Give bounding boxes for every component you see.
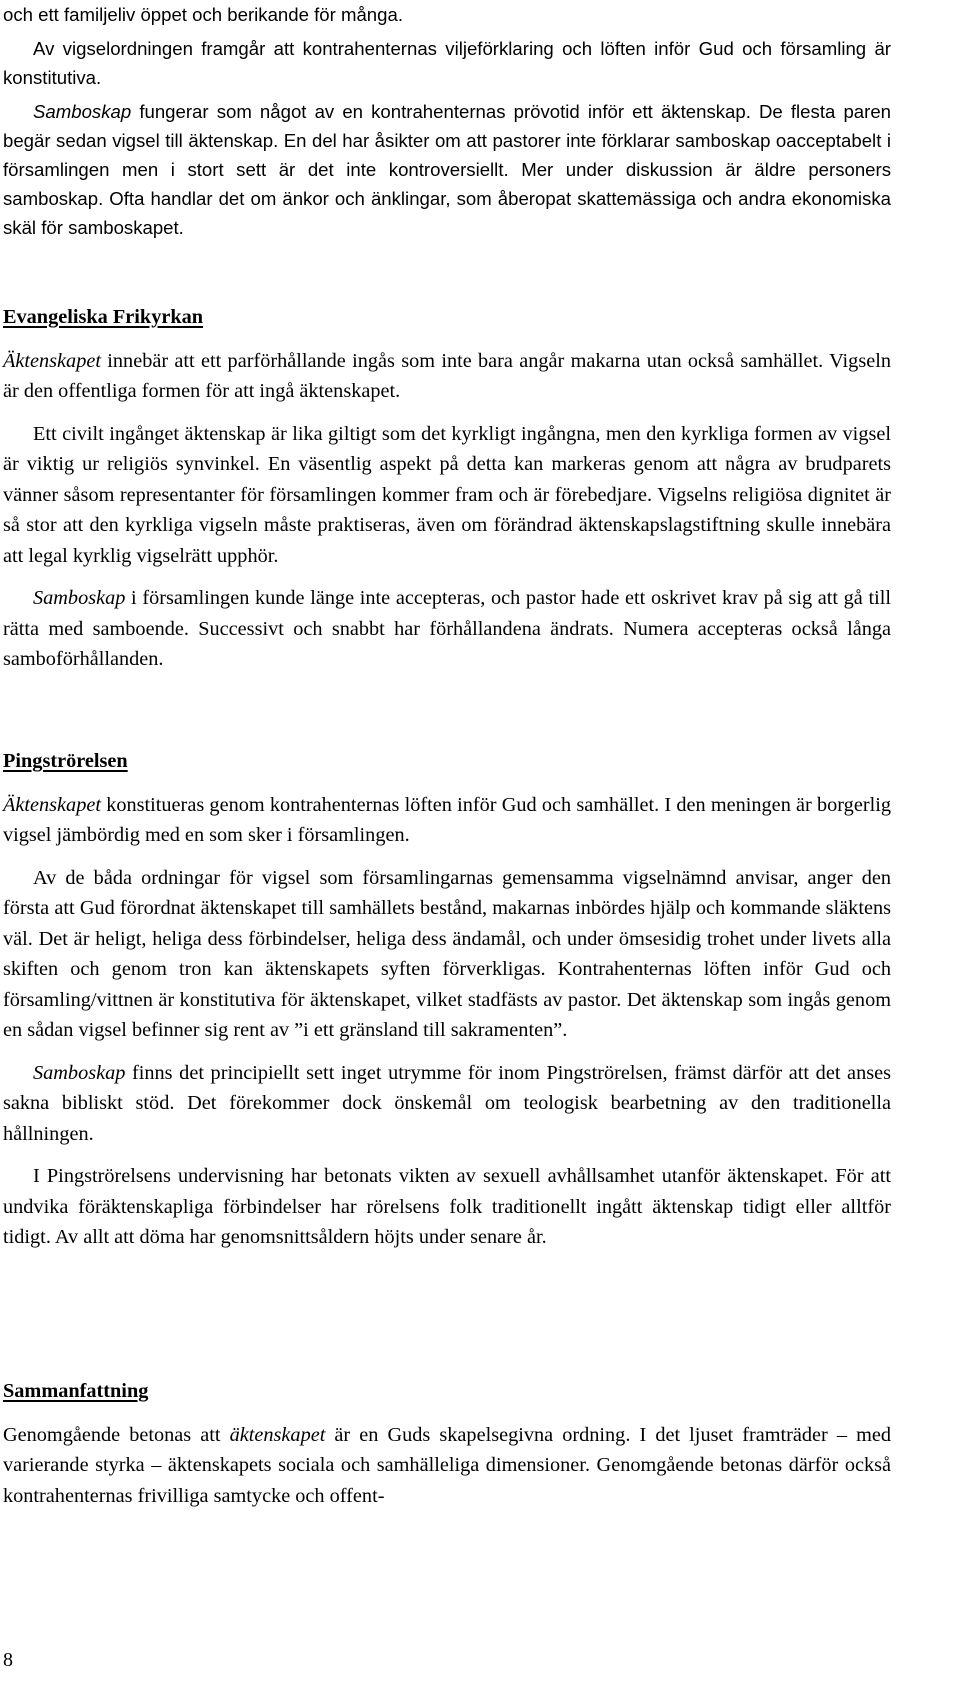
evangeliska-paragraph-2: Ett civilt ingånget äktenskap är lika giltigt som det kyrkligt ingångna, men den kyrkliga formen av vigsel är viktig ur religiös synvinkel. En väsentlig aspekt på detta kan markeras genom att några av brudparets vänner såsom representanter för församlingen kommer fram och är förebedjare. Vigselns religiösa dignitet är så stor att den kyrkliga vigseln måste praktiseras, även om förändrad äktenskapslagstiftning skulle innebära att legal kyrklig vigselrätt upphör. (3, 422, 891, 567)
term-samboskap: Samboskap (33, 1061, 126, 1084)
intro-paragraph-3-text: fungerar som något av en kontrahenternas prövotid inför ett äktenskap. De flesta paren begär sedan vigsel till äktenskap. En del har åsikter om att pastorer inte förklarar samboskap oacceptabelt i församlingen men i stort sett är det inte kontroversiellt. Mer under diskussion är äldre personers samboskap. Ofta handlar det om änkor och änklingar, som åberopat skattemässiga och andra ekonomiska skäl för samboskapet. (3, 101, 891, 238)
term-aktenskapet: Äktenskapet (3, 349, 101, 372)
sammanfattning-section (3, 1376, 891, 1511)
evangeliska-paragraph-3-text: i församlingen kunde länge inte accepteras, och pastor hade ett oskrivet krav på sig att gå till rätta med samboende. Successivt och snabbt har förhållandena ändrats. Numera accepteras också långa samboförhållanden. (3, 587, 891, 670)
sammanfattning-paragraph-1-lead: Genomgående betonas att (3, 1423, 230, 1446)
section-heading-pingst: Pingströrelsen (3, 750, 128, 772)
pingst-paragraph-4: I Pingströrelsens undervisning har betonats vikten av sexuell avhållsamhet utanför äktenskapet. För att undvika föräktenskapliga förbindelser har rörelsens folk traditionellt ingått äktenskap tidigt eller alltför tidigt. Av allt att döma har genomsnittsåldern höjts under senare år. (3, 1165, 891, 1248)
pingst-paragraph-2: Av de båda ordningar för vigsel som församlingarnas gemensamma vigselnämnd anvisar, anger den första att Gud förordnat äktenskapet till samhällets bestånd, makarnas inbördes hjälp och kommande släktens väl. Det är heligt, heliga dess förbindelser, heliga dess ändamål, och under ömsesidig trohet under livets alla skiften och genom tron kan äktenskapets syften förverkligas. Kontrahenternas löften inför Gud och församling/vittnen är konstitutiva för äktenskapet, vilket stadfästs av pastor. Det äktenskap som ingås genom en sådan vigsel befinner sig rent av ”i ett gränsland till sakramenten”. (3, 866, 891, 1041)
term-samboskap: Samboskap (33, 587, 126, 609)
evangeliska-paragraph-1 (3, 346, 891, 407)
section-heading-sammanfattning: Sammanfattning (3, 1380, 149, 1402)
evangeliska-section (3, 302, 891, 675)
term-samboskap: Samboskap (33, 101, 132, 122)
intro-paragraph-3 (3, 97, 891, 242)
term-aktenskapet: äktenskapet (229, 1423, 326, 1446)
intro-paragraph-2: Av vigselordningen framgår att kontrahenternas viljeförklaring och löften inför Gud och församling är konstitutiva. (3, 38, 891, 88)
pingst-paragraph-3 (3, 1058, 891, 1150)
sammanfattning-paragraph-1 (3, 1420, 891, 1512)
evangeliska-paragraph-3 (3, 583, 891, 675)
evangeliska-paragraph-1-text: innebär att ett parförhållande ingås som inte bara angår makarna utan också samhället. Vigseln är den offentliga formen för att ingå äktenskapet. (3, 349, 891, 402)
term-aktenskapet: Äktenskapet (3, 793, 101, 816)
intro-paragraph-1: och ett familjeliv öppet och berikande för många. (3, 4, 403, 25)
pingst-section (3, 746, 891, 1253)
pingst-paragraph-1-text: konstitueras genom kontrahenternas löften inför Gud och samhället. I den meningen är borgerlig vigsel jämbördig med en som sker i församlingen. (3, 793, 891, 846)
section-heading-evangeliska: Evangeliska Frikyrkan (3, 306, 204, 328)
sammanfattning-paragraph-1-text: är en Guds skapelsegivna ordning. I det ljuset framträder – med varierande styrka – äktenskapets sociala och samhälleliga dimensioner. Genomgående betonas därför också kontrahenternas frivilliga samtycke och offent- (3, 1423, 891, 1507)
pingst-paragraph-3-text: finns det principiellt sett inget utrymme för inom Pingströrelsen, främst därför att det anses sakna bibliskt stöd. Det förekommer dock önskemål om teologisk bearbetning av den traditionella hållningen. (3, 1061, 891, 1145)
intro-section (3, 0, 891, 242)
pingst-paragraph-1 (3, 790, 891, 851)
page-number: 8 (3, 1649, 13, 1671)
